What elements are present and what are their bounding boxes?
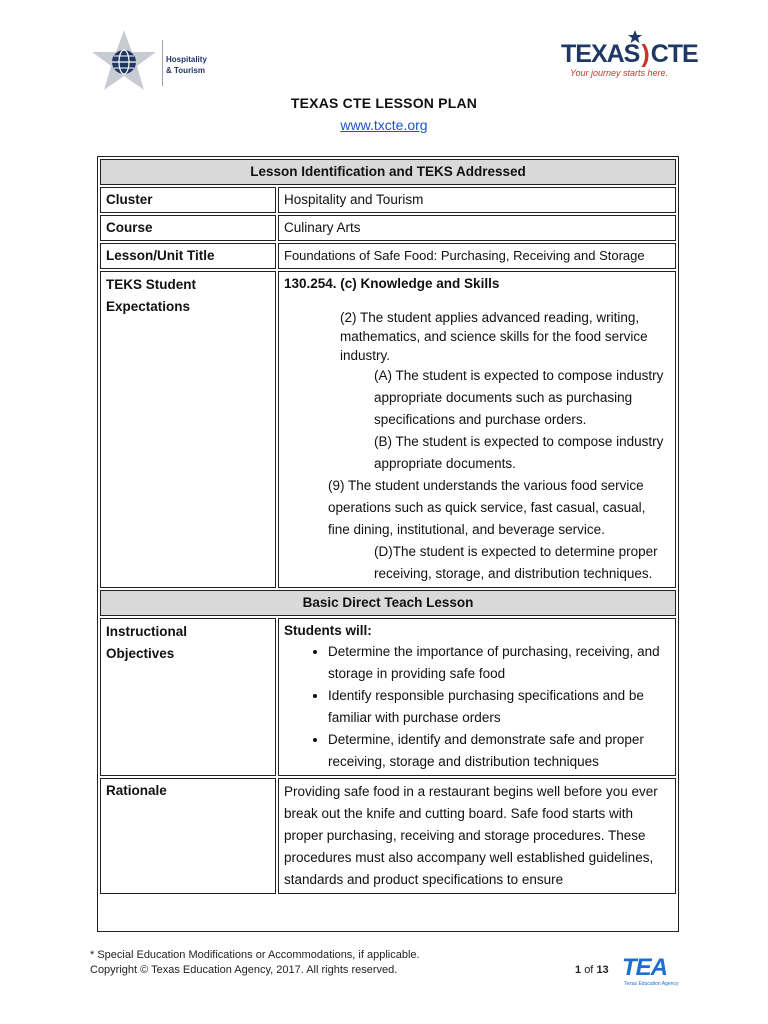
table-row-lesson-title (100, 243, 676, 269)
globe-star-icon (90, 28, 158, 94)
footnote-mark: * (90, 949, 95, 961)
objectives-label-line-1: Instructional (106, 624, 188, 639)
section-heading-identification: Lesson Identification and TEKS Addressed (100, 159, 676, 185)
hospitality-tourism-logo (90, 28, 210, 94)
teks-heading: 130.254. (c) Knowledge and Skills (284, 276, 500, 291)
footnote-text: Special Education Modifications or Accommodations, if applicable. (97, 949, 420, 961)
objectives-label-line-2: Objectives (106, 646, 175, 661)
texas-word-right: CTE (650, 40, 698, 68)
teks-item-9: (9) The student understands the various food service operations such as quick service, fast casual, casual, fine dining, institutional, and beverage service. (328, 478, 646, 537)
list-item: • Identify responsible purchasing specifications and be familiar with purchase orders (328, 685, 670, 729)
objectives-list (284, 641, 670, 773)
tea-logo-subtitle: Texas Education Agency (624, 981, 679, 987)
tea-logo-text: TEA (622, 954, 667, 981)
logo-divider (162, 40, 163, 86)
lesson-title-label: Lesson/Unit Title (100, 243, 276, 269)
course-label: Course (100, 215, 276, 241)
objectives-intro: Students will: (284, 623, 372, 638)
teks-label-line-1: TEKS Student (106, 277, 196, 292)
rationale-text: Providing safe food in a restaurant begins well before you ever break out the knife and cutting board. Safe food starts with proper purchasing, receiving and storage procedures. These procedures must also accompany well established guidelines, standards and product specifications to ensure (278, 778, 676, 894)
texas-cte-tagline: Your journey starts here. (570, 68, 669, 78)
txcte-link[interactable]: www.txcte.org (340, 117, 428, 133)
objectives-content (278, 618, 676, 776)
swoosh-icon: ) (641, 40, 649, 68)
teks-item-9d: (D)The student is expected to determine proper receiving, storage, and distribution techniques. (374, 544, 658, 581)
texas-cte-logo (558, 30, 698, 86)
star-icon (628, 30, 642, 44)
logo-line-1: Hospitality (166, 55, 207, 64)
cluster-label: Cluster (100, 187, 276, 213)
rationale-label: Rationale (100, 778, 276, 894)
table-row-objectives (100, 618, 676, 776)
page-of: of (584, 964, 594, 976)
course-value: Culinary Arts (278, 215, 676, 241)
teks-item-2a: (A) The student is expected to compose industry appropriate documents such as purchasing specifications and purchase orders. (374, 368, 664, 427)
list-item: • Determine the importance of purchasing, receiving, and storage in providing safe food (328, 641, 670, 685)
logo-line-2: & Tourism (166, 66, 205, 75)
lesson-plan-table (97, 156, 679, 932)
table-row-teks (100, 271, 676, 588)
tea-logo (622, 954, 680, 988)
teks-content (278, 271, 676, 588)
list-item: • Determine, identify and demonstrate safe and proper receiving, storage and distribution techniques (328, 729, 670, 773)
teks-label-line-2: Expectations (106, 299, 191, 314)
lesson-title-value: Foundations of Safe Food: Purchasing, Receiving and Storage (278, 243, 676, 269)
texas-cte-wordmark (561, 40, 698, 69)
teks-item-2: (2) The student applies advanced reading, writing, mathematics, and science skills for the food service industry. (340, 310, 648, 363)
teks-item-2b: (B) The student is expected to compose industry appropriate documents. (374, 434, 664, 471)
footnote (90, 949, 420, 961)
section-heading-direct-teach: Basic Direct Teach Lesson (100, 590, 676, 616)
logo-text (166, 54, 207, 76)
table-row-cluster (100, 187, 676, 213)
page-total: 13 (596, 964, 609, 976)
copyright: Copyright © Texas Education Agency, 2017. All rights reserved. (90, 964, 398, 976)
cluster-value: Hospitality and Tourism (278, 187, 676, 213)
texas-word-left: TEXAS (561, 40, 640, 68)
page-title: TEXAS CTE LESSON PLAN (290, 95, 478, 111)
table-row-course (100, 215, 676, 241)
table-row-rationale (100, 778, 676, 894)
page-current: 1 (575, 964, 582, 976)
teks-label (100, 271, 276, 588)
page-number (575, 964, 609, 976)
objectives-label (100, 618, 276, 776)
